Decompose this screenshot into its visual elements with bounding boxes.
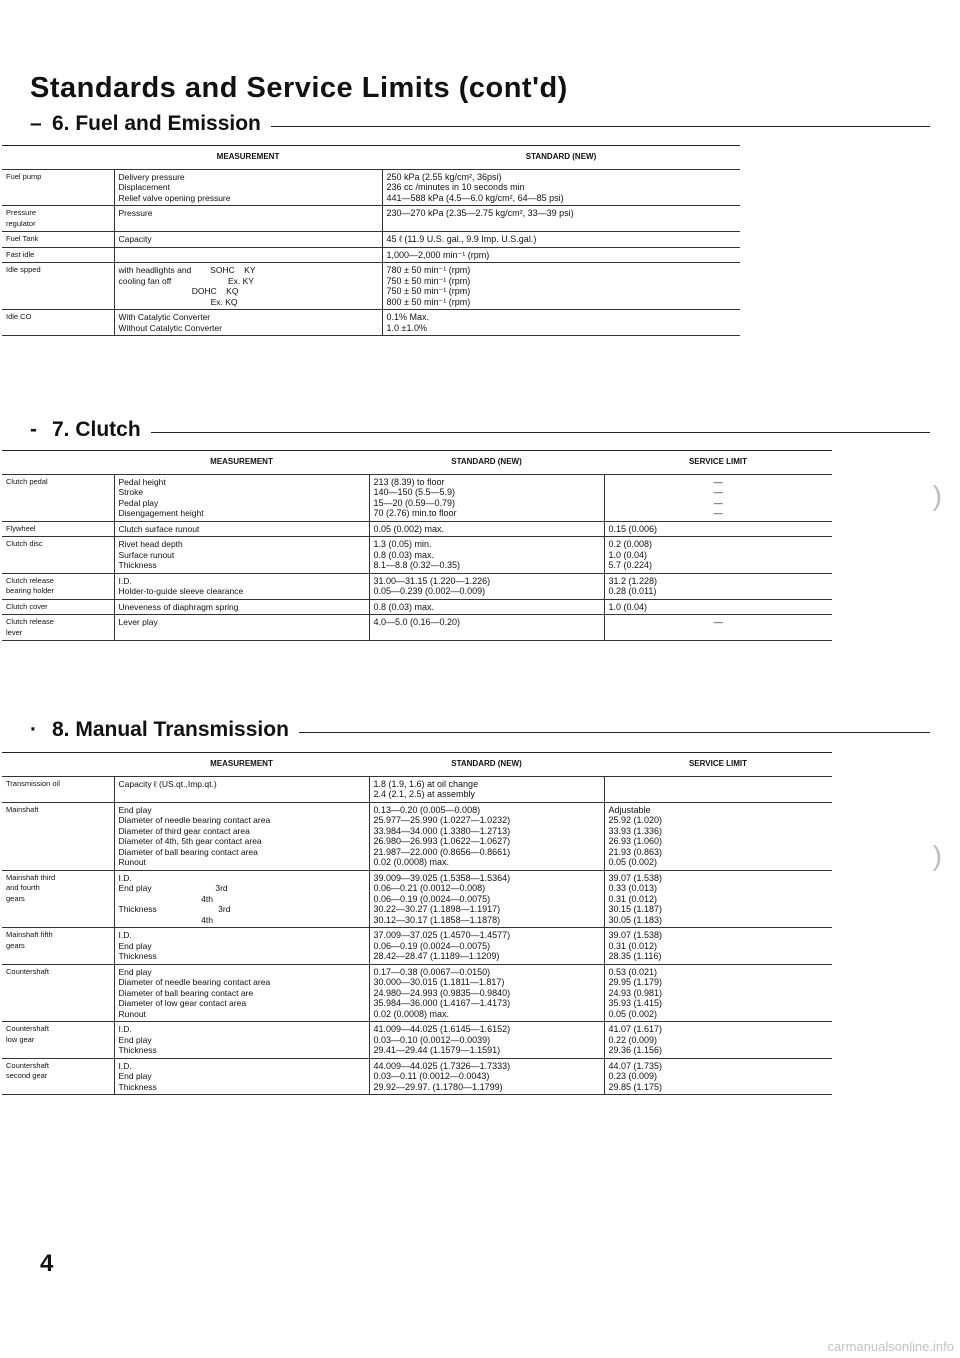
- service-limit-cell: —: [604, 615, 832, 641]
- section-rule: [30, 432, 930, 433]
- section-title: 7. Clutch: [52, 418, 141, 441]
- fuel-emission-table: [2, 145, 740, 336]
- measurement-cell: Capacity: [114, 232, 382, 248]
- component-cell: Clutch release bearing holder: [2, 573, 114, 599]
- manual-transmission-table: [2, 752, 832, 1095]
- table-row: [2, 169, 740, 206]
- column-header-service-limit: SERVICE LIMIT: [604, 451, 832, 475]
- standard-cell: 0.1% Max. 1.0 ±1.0%: [382, 310, 740, 336]
- service-limit-cell: 44.07 (1.735) 0.23 (0.009) 29.85 (1.175): [604, 1058, 832, 1095]
- measurement-cell: Delivery pressure Displacement Relief valve opening pressure: [114, 169, 382, 206]
- standard-cell: 213 (8.39) to floor 140—150 (5.5—5.9) 15—20 (0.59—0.79) 70 (2.76) min.to floor: [369, 474, 604, 521]
- standard-cell: 45 ℓ (11.9 U.S. gal., 9.9 Imp. U.S.gal.): [382, 232, 740, 248]
- table-body: [2, 169, 740, 336]
- standard-cell: 0.8 (0.03) max.: [369, 599, 604, 615]
- table-row: [2, 247, 740, 263]
- column-header-measurement: MEASUREMENT: [114, 753, 369, 777]
- measurement-cell: [114, 247, 382, 263]
- measurement-cell: Uneveness of diaphragm spring: [114, 599, 369, 615]
- section-heading-manual-transmission: · 8. Manual Transmission: [30, 718, 930, 748]
- measurement-cell: Capacity ℓ (US.qt.,Imp.qt.): [114, 776, 369, 802]
- service-limit-cell: 39.07 (1.538) 0.31 (0.012) 28.35 (1.116): [604, 928, 832, 965]
- service-limit-cell: 0.15 (0.006): [604, 521, 832, 537]
- table-row: [2, 573, 832, 599]
- section-heading-clutch: - 7. Clutch: [30, 418, 930, 448]
- watermark: carmanualsonline.info: [827, 1339, 954, 1354]
- column-header-standard: STANDARD (NEW): [369, 753, 604, 777]
- standard-cell: 41.009—44.025 (1.6145—1.6152) 0.03—0.10 (0.0012—0.0039) 29.41—29.44 (1.1579—1.1591): [369, 1022, 604, 1059]
- standard-cell: 250 kPa (2.55 kg/cm², 36psi) 236 cc /minutes in 10 seconds min 441—588 kPa (4.5—6.0 kg/cm², 64—85 psi): [382, 169, 740, 206]
- component-cell: Mainshaft: [2, 802, 114, 870]
- table-row: [2, 964, 832, 1022]
- standard-cell: 0.17—0.38 (0.0067—0.0150) 30.000—30.015 (1.1811—1.817) 24.980—24.993 (0.9835—0.9840) 35.984—36.000 (1.4167—1.4173) 0.02 (0.0008) max.: [369, 964, 604, 1022]
- measurement-cell: Clutch surface runout: [114, 521, 369, 537]
- table-row: [2, 776, 832, 802]
- standard-cell: 44.009—44.025 (1.7326—1.7333) 0.03—0.11 (0.0012—0.0043) 29.92—29.97. (1.1780—1.1799): [369, 1058, 604, 1095]
- standard-cell: 0.05 (0.002) max.: [369, 521, 604, 537]
- service-limit-cell: 0.2 (0.008) 1.0 (0.04) 5.7 (0.224): [604, 537, 832, 574]
- component-cell: Clutch disc: [2, 537, 114, 574]
- component-cell: Countershaft low gear: [2, 1022, 114, 1059]
- component-cell: Clutch release lever: [2, 615, 114, 641]
- table-body: [2, 474, 832, 641]
- service-limit-cell: 31.2 (1.228) 0.28 (0.011): [604, 573, 832, 599]
- service-limit-cell: — — — —: [604, 474, 832, 521]
- table-row: [2, 1022, 832, 1059]
- page-title: Standards and Service Limits (cont'd): [30, 72, 568, 104]
- service-limit-cell: Adjustable 25.92 (1.020) 33.93 (1.336) 26.93 (1.060) 21.93 (0.863) 0.05 (0.002): [604, 802, 832, 870]
- table-row: [2, 599, 832, 615]
- measurement-cell: With Catalytic Converter Without Catalytic Converter: [114, 310, 382, 336]
- service-limit-cell: 41.07 (1.617) 0.22 (0.009) 29.36 (1.156): [604, 1022, 832, 1059]
- service-limit-cell: 1.0 (0.04): [604, 599, 832, 615]
- standard-cell: 4.0—5.0 (0.16—0.20): [369, 615, 604, 641]
- component-cell: Countershaft second gear: [2, 1058, 114, 1095]
- table-row: [2, 232, 740, 248]
- section-heading-fuel-emission: – 6. Fuel and Emission: [30, 112, 930, 142]
- table-body: [2, 776, 832, 1095]
- table-row: [2, 615, 832, 641]
- measurement-cell: Lever play: [114, 615, 369, 641]
- component-cell: Pressure regulator: [2, 206, 114, 232]
- standard-cell: 780 ± 50 min⁻¹ (rpm) 750 ± 50 min⁻¹ (rpm) 750 ± 50 min⁻¹ (rpm) 800 ± 50 min⁻¹ (rpm): [382, 263, 740, 310]
- table-row: [2, 263, 740, 310]
- table-row: [2, 310, 740, 336]
- measurement-cell: Rivet head depth Surface runout Thickness: [114, 537, 369, 574]
- clutch-table: [2, 450, 832, 641]
- table-row: [2, 521, 832, 537]
- standard-cell: 39.009—39.025 (1.5358—1.5364) 0.06—0.21 (0.0012—0.008) 0.06—0.19 (0.0024—0.0075) 30.22—30.27 (1.1898—1.1917) 30.12—30.17 (1.1858—1.1878): [369, 870, 604, 928]
- table-row: [2, 206, 740, 232]
- column-header-standard: STANDARD (NEW): [382, 146, 740, 170]
- component-cell: Clutch pedal: [2, 474, 114, 521]
- component-cell: Transmission oil: [2, 776, 114, 802]
- measurement-cell: I.D. Holder-to-guide sleeve clearance: [114, 573, 369, 599]
- standard-cell: 1.3 (0.05) min. 0.8 (0.03) max. 8.1—8.8 (0.32—0.35): [369, 537, 604, 574]
- column-header-measurement: MEASUREMENT: [114, 146, 382, 170]
- measurement-cell: I.D. End play Thickness: [114, 1022, 369, 1059]
- service-limit-cell: [604, 776, 832, 802]
- measurement-cell: with headlights and SOHC KY cooling fan off Ex. KY DOHC KQ Ex. KQ: [114, 263, 382, 310]
- table-row: [2, 1058, 832, 1095]
- measurement-cell: Pedal height Stroke Pedal play Disengagement height: [114, 474, 369, 521]
- measurement-cell: I.D. End play Thickness: [114, 1058, 369, 1095]
- column-header-measurement: MEASUREMENT: [114, 451, 369, 475]
- section-title: 8. Manual Transmission: [52, 718, 289, 741]
- standard-cell: 1,000—2,000 min⁻¹ (rpm): [382, 247, 740, 263]
- component-cell: Flywheel: [2, 521, 114, 537]
- table-row: [2, 870, 832, 928]
- measurement-cell: End play Diameter of needle bearing contact area Diameter of ball bearing contact are Diameter of low gear contact area Runout: [114, 964, 369, 1022]
- component-cell: Mainshaft fifth gears: [2, 928, 114, 965]
- column-header-service-limit: SERVICE LIMIT: [604, 753, 832, 777]
- standard-cell: 37.009—37.025 (1.4570—1.4577) 0.06—0.19 (0.0024—0.0075) 28.42—28.47 (1.1189—1.1209): [369, 928, 604, 965]
- component-cell: Fast idle: [2, 247, 114, 263]
- table-row: [2, 802, 832, 870]
- component-cell: Idle CO: [2, 310, 114, 336]
- component-cell: Fuel pump: [2, 169, 114, 206]
- column-header-standard: STANDARD (NEW): [369, 451, 604, 475]
- measurement-cell: Pressure: [114, 206, 382, 232]
- component-cell: Fuel Tank: [2, 232, 114, 248]
- standard-cell: 31.00—31.15 (1.220—1.226) 0.05—0.239 (0.002—0.009): [369, 573, 604, 599]
- component-cell: Mainshaft third and fourth gears: [2, 870, 114, 928]
- table-row: [2, 474, 832, 521]
- component-cell: Idle spped: [2, 263, 114, 310]
- standard-cell: 230—270 kPa (2.35—2.75 kg/cm², 33—39 psi): [382, 206, 740, 232]
- scan-edge-mark: ): [932, 480, 942, 511]
- measurement-cell: I.D. End play Thickness: [114, 928, 369, 965]
- table-row: [2, 537, 832, 574]
- component-cell: Clutch cover: [2, 599, 114, 615]
- section-title: 6. Fuel and Emission: [52, 112, 261, 135]
- table-row: [2, 928, 832, 965]
- measurement-cell: I.D. End play 3rd 4th Thickness 3rd 4th: [114, 870, 369, 928]
- service-limit-cell: 39.07 (1.538) 0.33 (0.013) 0.31 (0.012) 30.15 (1.187) 30.05 (1.183): [604, 870, 832, 928]
- page-number: 4: [40, 1250, 54, 1277]
- measurement-cell: End play Diameter of needle bearing contact area Diameter of third gear contact area Diameter of 4th, 5th gear contact area Diameter of ball bearing contact area Runout: [114, 802, 369, 870]
- component-cell: Countershaft: [2, 964, 114, 1022]
- scan-edge-mark: ): [932, 840, 942, 871]
- standard-cell: 0.13—0.20 (0.005—0.008) 25.977—25.990 (1.0227—1.0232) 33.984—34.000 (1.3380—1.2713) 26.980—26.993 (1.0622—1.0627) 21.987—22.000 (0.8656—0.8661) 0.02 (0.0008) max.: [369, 802, 604, 870]
- service-limit-cell: 0.53 (0.021) 29.95 (1.179) 24.93 (0.981) 35.93 (1.415) 0.05 (0.002): [604, 964, 832, 1022]
- standard-cell: 1.8 (1.9, 1.6) at oil change 2.4 (2.1, 2.5) at assembly: [369, 776, 604, 802]
